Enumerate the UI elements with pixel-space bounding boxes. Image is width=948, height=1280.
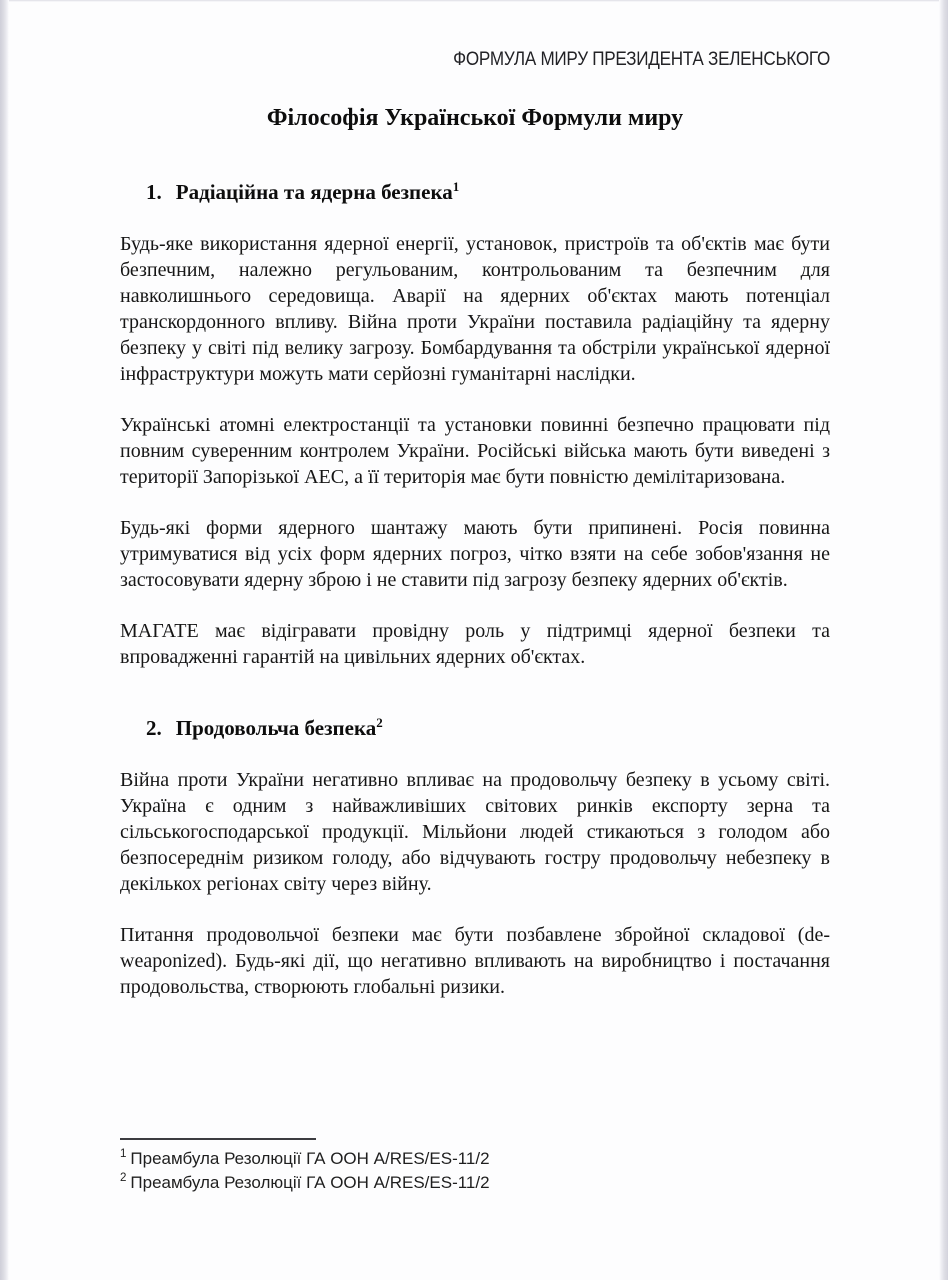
footnote-2-marker: 2	[120, 1172, 127, 1185]
section-1-paragraph-2: Українські атомні електростанції та установки повинні безпечно працювати під повним суверенним контролем України. Російські війська мають бути виведені з території Запорізької АЕС, а її територія має бути повністю демілітаризована.	[120, 414, 830, 488]
document-title: Філософія Української Формули миру	[266, 105, 684, 131]
section-1-paragraph-4: МАГАТЕ має відігравати провідну роль у підтримці ядерної безпеки та впровадженні гарантій на цивільних ядерних об'єктах.	[120, 620, 830, 668]
footnote-1-marker: 1	[120, 1148, 127, 1161]
section-2-title: Продовольча безпека	[175, 716, 377, 740]
scan-edge-left	[0, 0, 9, 1280]
section-1-heading	[120, 178, 830, 206]
section-2-number: 2.	[146, 716, 162, 740]
footnotes-block	[120, 1138, 830, 1195]
section-1-paragraph-3: Будь-які форми ядерного шантажу мають бути припинені. Росія повинна утримуватися від усіх форм ядерних погроз, чітко взяти на себе зобов'язання не застосовувати ядерну зброю і не ставити під загрозу безпеку ядерних об'єктів.	[120, 517, 830, 591]
footnote-1	[120, 1147, 830, 1171]
footnote-2	[120, 1171, 830, 1195]
section-2-paragraph-1: Війна проти України негативно впливає на продовольчу безпеку в усьому світі. Україна є одним з найважливіших світових ринків експорту зерна та сільськогосподарської продукції. Мільйони людей стикаються з голодом або безпосереднім ризиком голоду, або відчувають гостру продовольчу небезпеку в декількох регіонах світу через війну.	[120, 769, 830, 895]
section-1-footnote-ref: 1	[452, 179, 460, 194]
footnote-separator	[120, 1138, 316, 1140]
scan-edge-right	[939, 0, 948, 1280]
footnote-1-text: Преамбула Резолюції ГА ООН A/RES/ES-11/2	[130, 1149, 490, 1168]
footnote-2-text: Преамбула Резолюції ГА ООН A/RES/ES-11/2	[130, 1173, 490, 1192]
section-2-heading	[120, 714, 830, 742]
section-2-paragraph-2: Питання продовольчої безпеки має бути позбавлене збройної складової (de-weaponized). Будь-які дії, що негативно впливають на виробництво і постачання продовольства, створюють глобальні ризики.	[120, 924, 830, 998]
section-1-number: 1.	[146, 180, 162, 204]
running-header: ФОРМУЛА МИРУ ПРЕЗИДЕНТА ЗЕЛЕНСЬКОГО	[453, 49, 830, 70]
section-1-title: Радіаційна та ядерна безпека	[175, 180, 453, 204]
section-1-paragraph-1: Будь-яке використання ядерної енергії, установок, пристроїв та об'єктів має бути безпечним, належно регульованим, контрольованим та безпечним для навколишнього середовища. Аварії на ядерних об'єктах мають потенціал транскордонного впливу. Війна проти України поставила радіаційну та ядерну безпеку у світі під велику загрозу. Бомбардування та обстріли української ядерної інфраструктури можуть мати серйозні гуманітарні наслідки.	[120, 233, 830, 385]
document-content	[120, 0, 830, 1000]
section-2-footnote-ref: 2	[376, 715, 383, 730]
